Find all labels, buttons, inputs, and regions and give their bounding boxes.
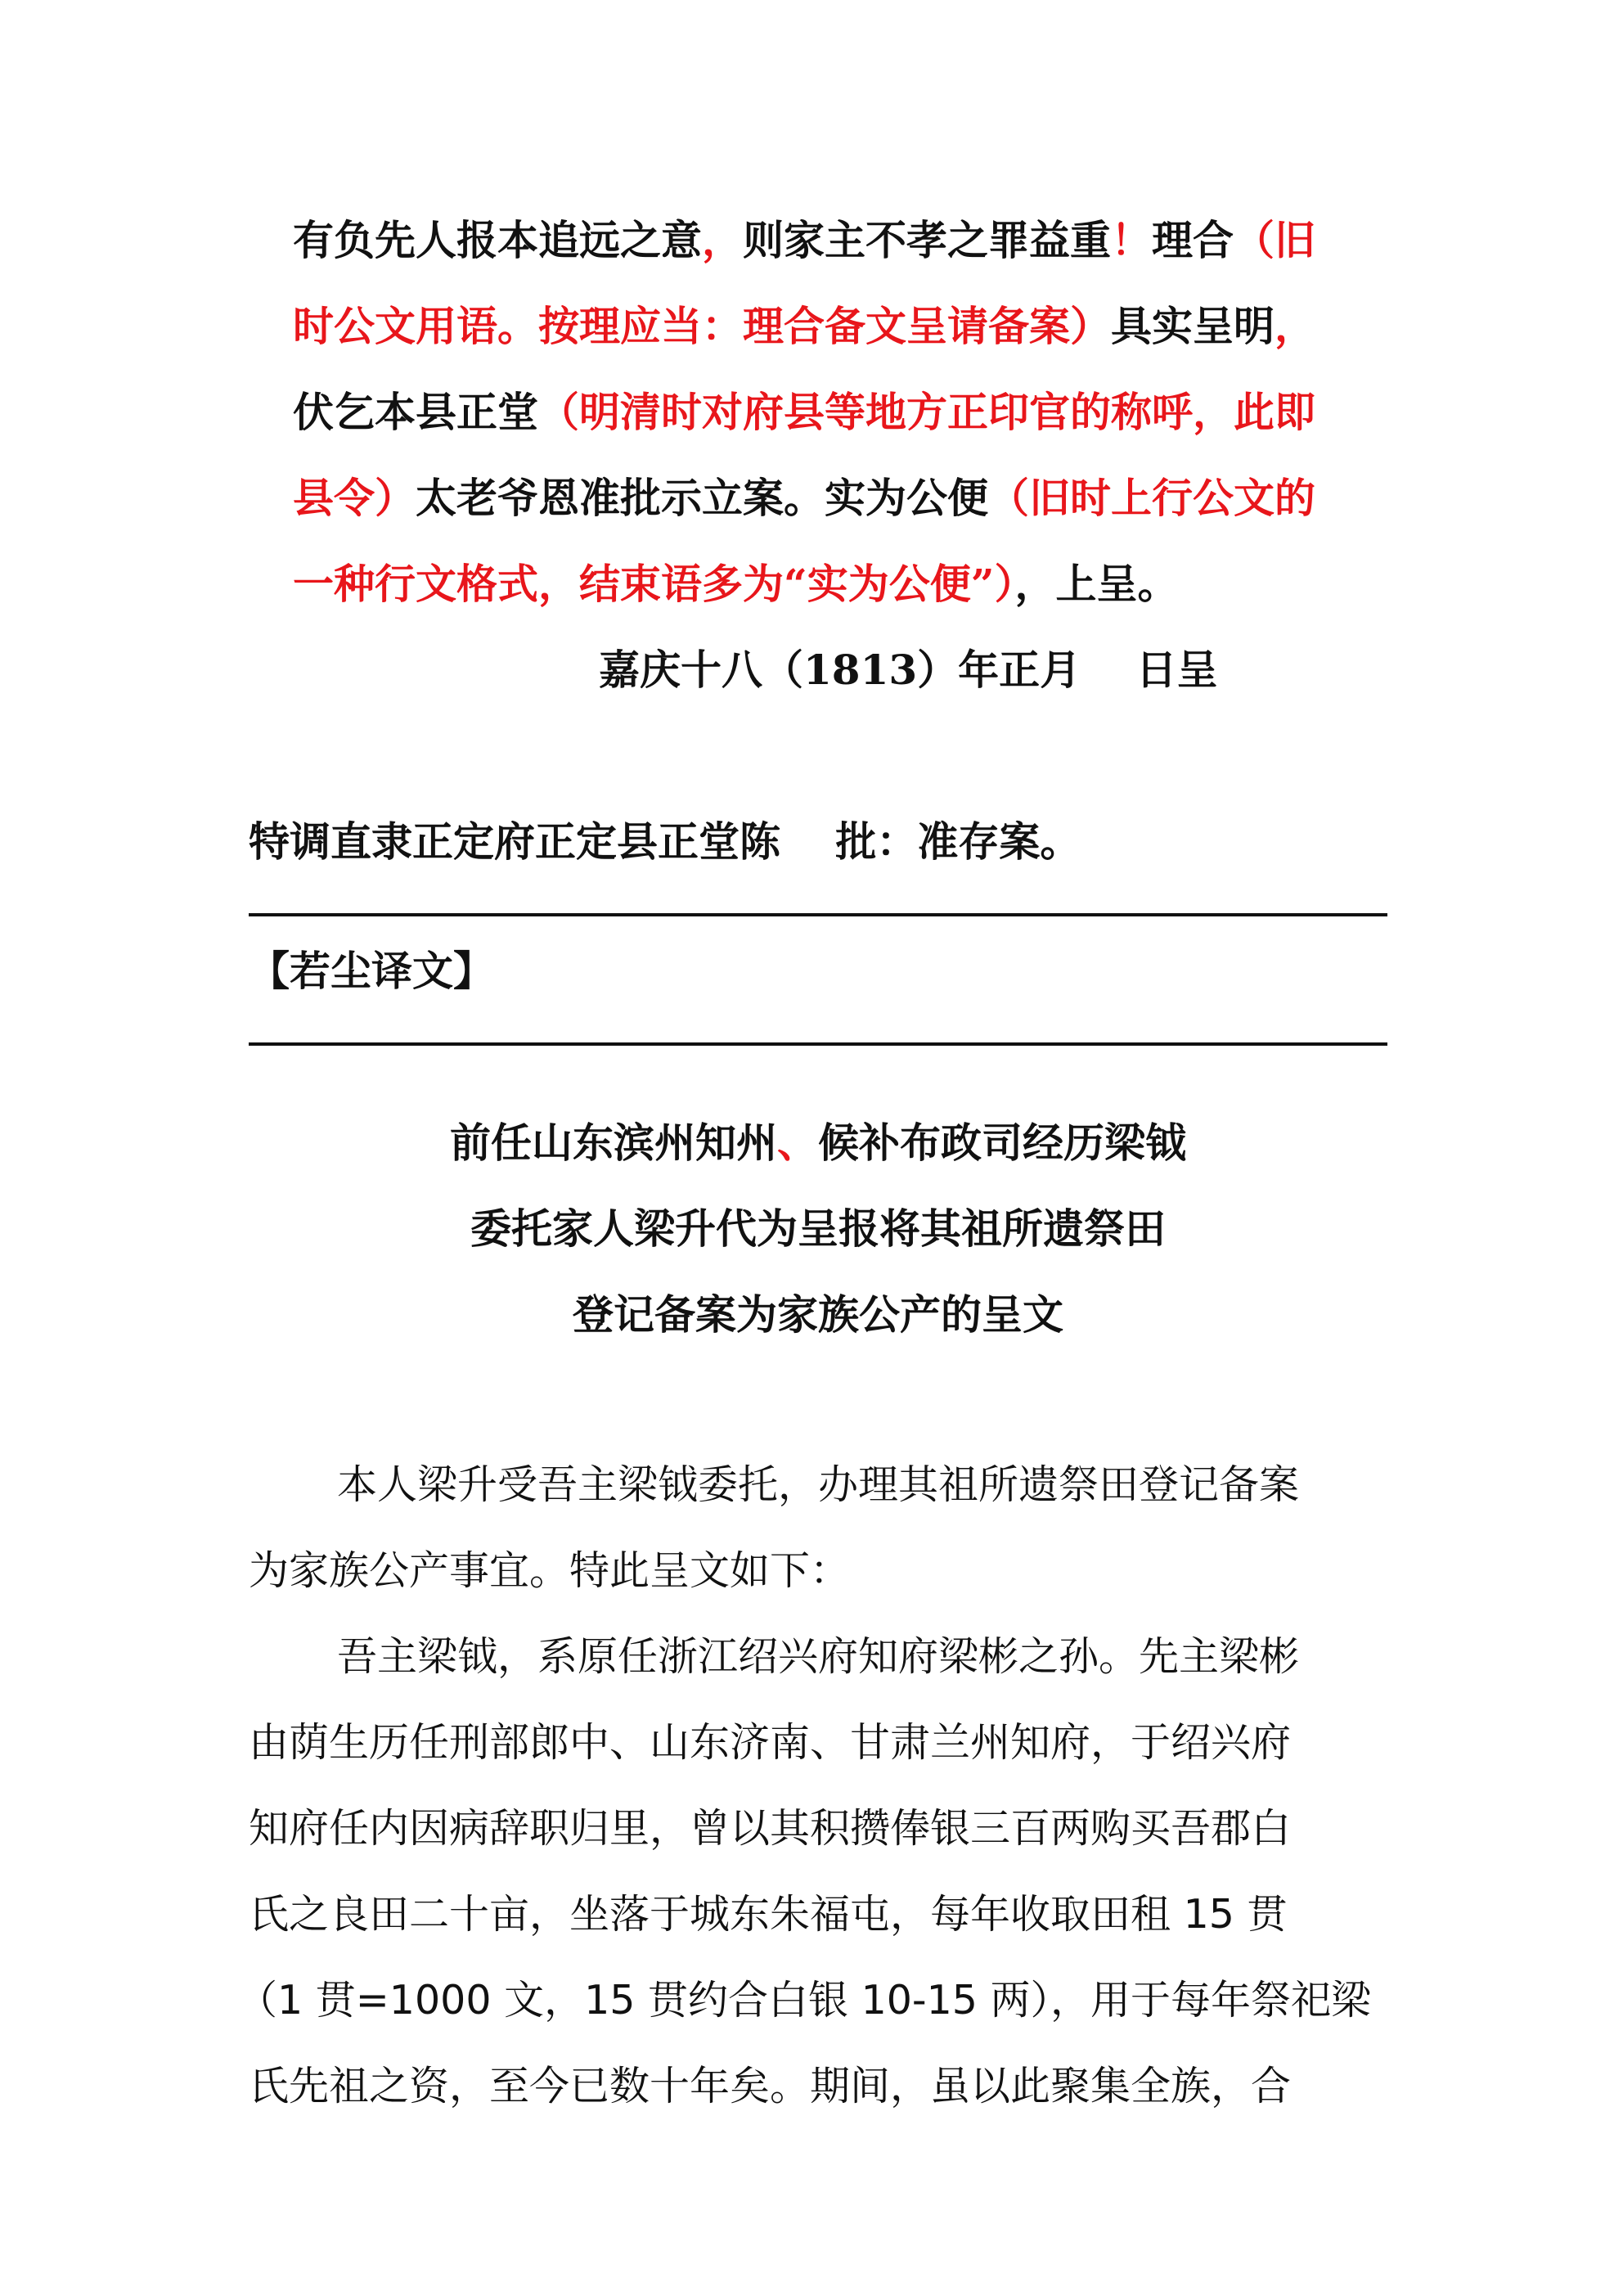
original-line-2 <box>293 298 1315 355</box>
annotation-run: （明清时对府县等地方正印官的称呼，此即 <box>538 388 1315 436</box>
text-run: 有负先人报本追远之意 <box>293 216 702 264</box>
petition-date: 嘉庆十八（1813）年正月 日呈 <box>599 646 1218 694</box>
annotation-run: ！ <box>1111 216 1152 264</box>
original-line-1 <box>293 212 1315 269</box>
translation-body-line: 由荫生历任刑部郎中、山东济南、甘肃兰州知府，于绍兴府 <box>249 1719 1292 1766</box>
translation-body-line: 本人梁升受吾主梁钺委托，办理其祖所遗祭田登记备案 <box>337 1461 1300 1508</box>
annotation-run: （旧 <box>1234 216 1315 264</box>
text-run: ，上呈。 <box>1014 560 1179 608</box>
text-run: 理合 <box>1152 216 1234 264</box>
text-run: 太老爷恩准批示立案。实为公便 <box>416 474 988 522</box>
text-run: 伏乞本县正堂 <box>293 388 538 436</box>
annotation-run: 一种行文格式，结束语多为“实为公便”） <box>293 560 1015 608</box>
annotation-run: ， <box>1275 302 1315 350</box>
translation-title-line-3: 登记备案为家族公产的呈文 <box>573 1290 1063 1339</box>
annotation-run: 县令） <box>293 474 416 522</box>
title-run: 前任山东滨州知州 <box>450 1119 777 1167</box>
title-run: 候补布政司经历梁钺 <box>818 1119 1186 1167</box>
original-line-5 <box>293 556 1179 613</box>
text-run: 具实呈明 <box>1111 302 1275 350</box>
annotation-run: 、 <box>777 1119 818 1167</box>
translation-body-line: 氏先祖之资，至今已数十年矣。期间，虽以此聚集全族，合 <box>249 2063 1292 2109</box>
translation-body-line: 氏之良田二十亩，坐落于城东朱福屯，每年收取田租 15 贯 <box>249 1891 1288 1938</box>
translation-body-line: 知府任内因病辞职归里，曾以其积攒俸银三百两购买吾郡白 <box>249 1805 1292 1852</box>
original-line-4 <box>293 470 1315 527</box>
text-run: 则家主不孝之罪益重 <box>743 216 1111 264</box>
translation-title-line-2: 委托家人梁升代为呈报将其祖所遗祭田 <box>470 1204 1166 1253</box>
section-header: 【若尘译文】 <box>249 947 494 995</box>
translation-body-line: （1 贯=1000 文，15 贯约合白银 10-15 两），用于每年祭祀梁 <box>237 1977 1372 2024</box>
annotation-run: 时公文用语。按理应当：理合备文呈请备案） <box>293 302 1111 350</box>
translation-title-line-1 <box>249 1114 1387 1172</box>
original-line-3 <box>293 384 1315 441</box>
divider-bottom <box>249 1042 1387 1046</box>
divider-top <box>249 913 1387 916</box>
approval-line: 特调直隶正定府正定县正堂陈 批：准存案。 <box>249 817 1081 866</box>
translation-body-line: 吾主梁钺，系原任浙江绍兴府知府梁彬之孙。先主梁彬 <box>337 1633 1300 1680</box>
annotation-run: ， <box>702 216 743 264</box>
annotation-run: （旧时上行公文的 <box>988 474 1315 522</box>
translation-body-line: 为家族公产事宜。特此呈文如下： <box>249 1547 851 1594</box>
